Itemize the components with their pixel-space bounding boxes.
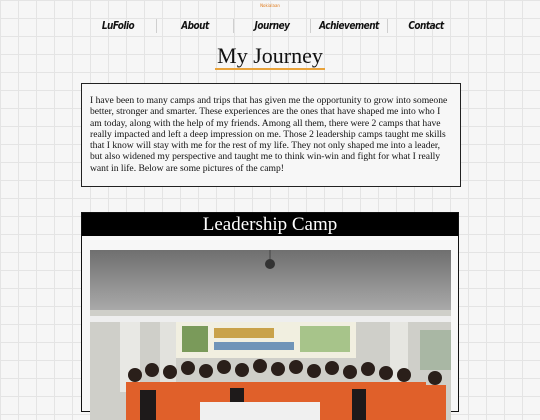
camp-title: Leadership Camp bbox=[82, 213, 458, 236]
top-note: Nokialaan bbox=[260, 3, 280, 8]
camp-section bbox=[81, 212, 459, 412]
page-title-text: My Journey bbox=[217, 43, 323, 68]
nav-divider bbox=[156, 19, 157, 33]
nav-item-achievement[interactable]: Achievement bbox=[319, 20, 379, 32]
camp-photo-illustration bbox=[90, 250, 451, 420]
nav-divider bbox=[310, 19, 311, 33]
nav-item-lufolio[interactable]: LuFolio bbox=[101, 20, 135, 32]
camp-group-photo bbox=[90, 250, 451, 420]
nav-divider bbox=[387, 19, 388, 33]
nav-item-about[interactable]: About bbox=[181, 20, 209, 32]
main-nav bbox=[80, 16, 464, 36]
nav-item-journey[interactable]: Journey bbox=[254, 20, 290, 32]
nav-divider bbox=[233, 19, 234, 33]
nav-item-contact[interactable]: Contact bbox=[408, 20, 444, 32]
intro-text-box: I have been to many camps and trips that has given me the opportunity to grow into someone better, stronger and smarter. These experiences are the ones that have shaped me into who I am today, along with the help of my friends. Among all them, there were 2 camps that have really impacted and left a deep impression on me. Those 2 leadership camps taught me skills that I know will stay with me for the rest of my life. They not only shaped me into a leader, but also widened my perspective and taught me to think win-win and fight for what I really want in life. Below are some pictures of the camp! bbox=[81, 83, 461, 187]
page-title bbox=[0, 43, 540, 69]
